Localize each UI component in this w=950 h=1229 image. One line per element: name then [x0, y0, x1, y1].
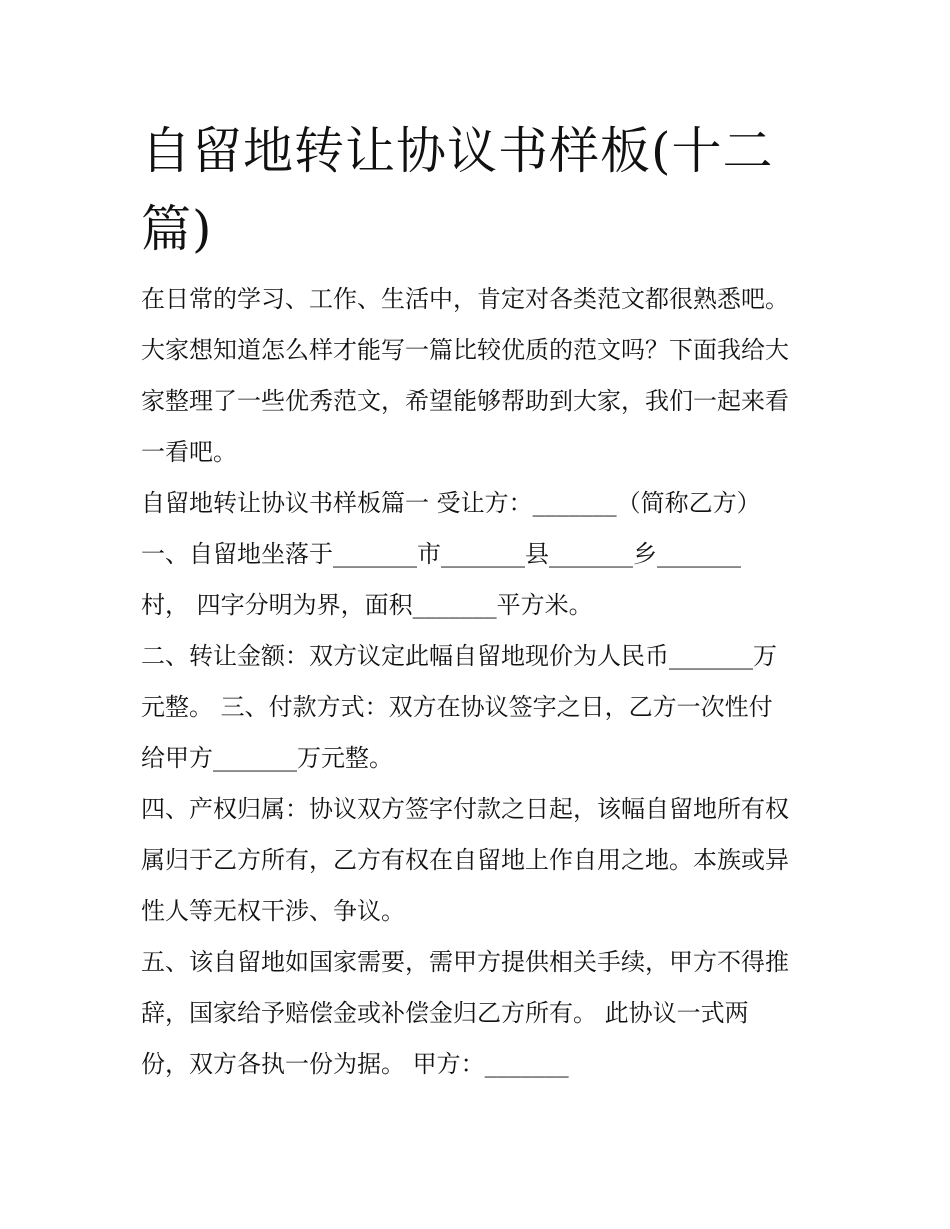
text-line: 五、该自留地如国家需要，需甲方提供相关手续，甲方不得推: [141, 948, 789, 976]
text-line: 份，双方各执一份为据。 甲方：_______: [141, 1050, 569, 1078]
document-body: [141, 274, 813, 1090]
text-line: 给甲方_______万元整。: [141, 744, 393, 772]
clause-2-3-paragraph: [141, 631, 813, 784]
intro-paragraph: [141, 274, 813, 478]
text-line: 大家想知道怎么样才能写一篇比较优质的范文吗？下面我给大: [141, 336, 789, 364]
text-line: 自留地转让协议书样板篇一 受让方：_______（简称乙方）: [141, 489, 761, 517]
text-line: 村， 四字分明为界，面积_______平方米。: [141, 591, 593, 619]
text-line: 属归于乙方所有，乙方有权在自留地上作自用之地。本族或异: [141, 846, 789, 874]
text-line: 家整理了一些优秀范文，希望能够帮助到大家，我们一起来看: [141, 387, 789, 415]
clause-4-paragraph: [141, 784, 813, 937]
text-line: 一看吧。: [141, 438, 237, 466]
heading-paragraph: [141, 478, 813, 529]
clause-1-paragraph: [141, 529, 813, 631]
text-line: 在日常的学习、工作、生活中，肯定对各类范文都很熟悉吧。: [141, 285, 789, 313]
text-line: 四、产权归属：协议双方签字付款之日起，该幅自留地所有权: [141, 795, 789, 823]
title-line-1: 自留地转让协议书样板(十二: [141, 122, 774, 180]
text-line: 一、自留地坐落于_______市_______县_______乡_______: [141, 540, 741, 568]
title-line-2: 篇): [141, 200, 213, 258]
text-line: 性人等无权干涉、争议。: [141, 897, 405, 925]
document-title: [141, 112, 821, 268]
clause-5-paragraph: [141, 937, 813, 1090]
text-line: 二、转让金额：双方议定此幅自留地现价为人民币_______万: [141, 642, 777, 670]
text-line: 元整。 三、付款方式：双方在协议签字之日，乙方一次性付: [141, 693, 773, 721]
text-line: 辞，国家给予赔偿金或补偿金归乙方所有。 此协议一式两: [141, 999, 749, 1027]
